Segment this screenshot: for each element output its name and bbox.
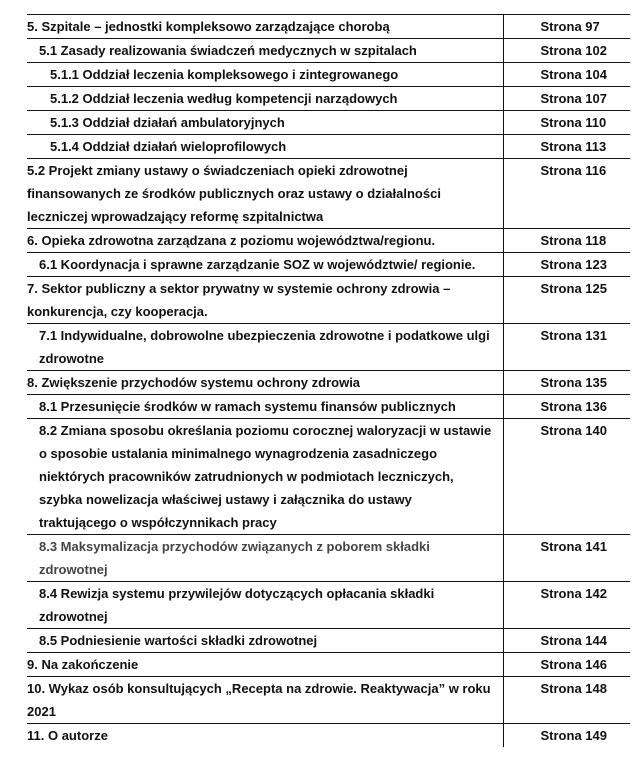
toc-entry-title[interactable]: 8.1 Przesunięcie środków w ramach systemu finansów publicznych [27, 395, 503, 419]
toc-entry-page: Strona 146 [503, 653, 630, 677]
toc-row[interactable] [27, 653, 630, 677]
toc-entry-page: Strona 123 [503, 253, 630, 277]
toc-entry-title[interactable]: 5.1.1 Oddział leczenia kompleksowego i zintegrowanego [27, 63, 503, 87]
toc-entry-title[interactable]: 5.1 Zasady realizowania świadczeń medycznych w szpitalach [27, 39, 503, 63]
toc-row[interactable] [27, 277, 630, 324]
toc-entry-title[interactable]: 5.1.4 Oddział działań wieloprofilowych [27, 135, 503, 159]
toc-entry-page: Strona 110 [503, 111, 630, 135]
toc-row[interactable] [27, 15, 630, 39]
toc-entry-page: Strona 135 [503, 371, 630, 395]
toc-entry-title[interactable]: 5.1.2 Oddział leczenia według kompetencji narządowych [27, 87, 503, 111]
toc-entry-title[interactable]: 9. Na zakończenie [27, 653, 503, 677]
toc-entry-page: Strona 97 [503, 15, 630, 39]
toc-entry-page: Strona 113 [503, 135, 630, 159]
toc-entry-title[interactable]: 6. Opieka zdrowotna zarządzana z poziomu województwa/regionu. [27, 229, 503, 253]
toc-entry-title[interactable]: 7.1 Indywidualne, dobrowolne ubezpieczenia zdrowotne i podatkowe ulgi zdrowotne [27, 324, 503, 371]
toc-entry-page: Strona 148 [503, 677, 630, 724]
toc-row[interactable] [27, 87, 630, 111]
toc-entry-page: Strona 149 [540, 728, 607, 743]
toc-row[interactable] [27, 111, 630, 135]
toc-row[interactable] [27, 535, 630, 582]
toc-row[interactable] [27, 582, 630, 629]
toc-entry-page: Strona 140 [503, 419, 630, 535]
toc-entry-title[interactable]: 5. Szpitale – jednostki kompleksowo zarządzające chorobą [27, 15, 503, 39]
table-of-contents [27, 14, 630, 747]
toc-row[interactable] [27, 229, 630, 253]
toc-entry-title[interactable]: 5.1.3 Oddział działań ambulatoryjnych [27, 111, 503, 135]
toc-entry-page: Strona 125 [503, 277, 630, 324]
toc-entry-title[interactable]: 8.4 Rewizja systemu przywilejów dotyczących opłacania składki zdrowotnej [27, 582, 503, 629]
toc-entry-page: Strona 141 [503, 535, 630, 582]
toc-row[interactable] [27, 324, 630, 371]
toc-entry-title[interactable]: 8.5 Podniesienie wartości składki zdrowotnej [27, 629, 503, 653]
toc-entry-page: Strona 131 [503, 324, 630, 371]
toc-entry-title[interactable]: 7. Sektor publiczny a sektor prywatny w systemie ochrony zdrowia – konkurencja, czy kooperacja. [27, 277, 503, 324]
toc-entry-page: Strona 102 [503, 39, 630, 63]
toc-row[interactable] [27, 629, 630, 653]
toc-entry-page: Strona 118 [503, 229, 630, 253]
toc-entry-title[interactable]: 6.1 Koordynacja i sprawne zarządzanie SOZ w województwie/ regionie. [27, 253, 503, 277]
toc-entry-title[interactable]: 8.3 Maksymalizacja przychodów związanych z poborem składki zdrowotnej [27, 535, 503, 582]
toc-row[interactable] [27, 395, 630, 419]
toc-entry-page: Strona 136 [503, 395, 630, 419]
toc-entry-title[interactable]: 11. O autorze [27, 724, 503, 748]
toc-row[interactable] [27, 371, 630, 395]
toc-row[interactable] [27, 159, 630, 229]
toc-entry-title[interactable]: 5.2 Projekt zmiany ustawy o świadczeniach opieki zdrowotnej finansowanych ze środków publicznych oraz ustawy o działalności leczniczej wprowadzający reformę szpitalnictwa [27, 159, 503, 229]
toc-entry-page: Strona 104 [503, 63, 630, 87]
toc-entry-title[interactable]: 8.2 Zmiana sposobu określania poziomu corocznej waloryzacji w ustawie o sposobie ustalania minimalnego wynagrodzenia zasadniczego niektórych pracowników zatrudnionych w podmiotach leczniczych, szybka nowelizacja właściwej ustawy i załącznika do ustawy traktującego o współczynnikach pracy [27, 419, 503, 535]
toc-entry-page: Strona 107 [503, 87, 630, 111]
toc-row[interactable] [27, 135, 630, 159]
toc-entry-page: Strona 144 [503, 629, 630, 653]
toc-entry-title[interactable]: 8. Zwiększenie przychodów systemu ochrony zdrowia [27, 371, 503, 395]
toc-row[interactable] [27, 419, 630, 535]
toc-row[interactable] [27, 39, 630, 63]
toc-row[interactable] [27, 724, 630, 748]
toc-entry-page: Strona 116 [503, 159, 630, 229]
toc-entry-title[interactable]: 10. Wykaz osób konsultujących „Recepta na zdrowie. Reaktywacja” w roku 2021 [27, 677, 503, 724]
toc-entry-page: Strona 142 [503, 582, 630, 629]
toc-row[interactable] [27, 677, 630, 724]
toc-row[interactable] [27, 63, 630, 87]
toc-row[interactable] [27, 253, 630, 277]
